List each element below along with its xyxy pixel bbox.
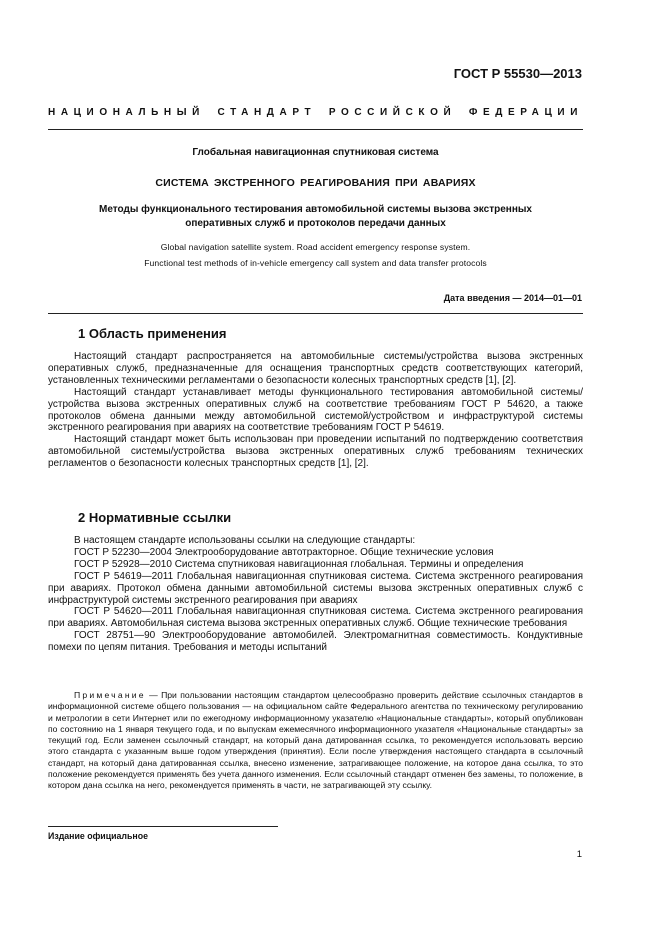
- official-edition-label: Издание официальное: [48, 831, 148, 841]
- note-text: — При пользовании настоящим стандартом целесообразно проверить действие ссылочных стандартов в информационной системе общего пользования — на официальном сайте Федерального агентства по техническому регулированию и метрологии в сети Интернет или по ежегодному информационному указателю «Национальные стандарты», который опубликован по состоянию на 1 января текущего года, и по выпускам ежемесячного информационного указателя «Национальные стандарты» за текущий год. Если заменен ссылочный стандарт, на который дана датированная ссылка, то рекомендуется использовать версию этого стандарта с указанным выше годом утверждения (принятия). Если после утверждения настоящего стандарта в ссылочный стандарт, на который дана датированная ссылка, внесено изменение, затрагивающее положение, на которое дана ссылка, то это положение рекомендуется применять без учета данного изменения. Если ссылочный стандарт отменен без замены, то положение, в котором дана ссылка на него, рекомендуется применять в части, не затрагивающей эту ссылку.: [48, 690, 583, 790]
- note-paragraph: [48, 690, 583, 791]
- section-1-paragraph: Настоящий стандарт устанавливает методы функционального тестирования автомобильной системы/устройства вызова экстренных оперативных служб на соответствие требованиям ГОСТ Р 54620, а также протоколов обмена данными между автомобильной системой/устройством и инфраструктурой системы экстренного реагирования при авариях на соответствие требованиям ГОСТ Р 54619.: [48, 386, 583, 434]
- title-subtitle: [48, 203, 583, 231]
- normative-reference: ГОСТ Р 54619—2011 Глобальная навигационная спутниковая система. Система экстренного реагирования при авариях. Протокол обмена данными автомобильной системы вызова экстренных оперативных служб с инфраструктурой системы экстренного реагирования при авариях: [48, 570, 583, 606]
- title-subtitle-line-2: оперативных служб и протоколов передачи данных: [185, 218, 446, 229]
- normative-reference: ГОСТ Р 54620—2011 Глобальная навигационная спутниковая система. Система экстренного реагирования при авариях. Автомобильная система вызова экстренных оперативных служб. Общие технические требования: [48, 606, 583, 630]
- title-subtitle-line-1: Методы функционального тестирования автомобильной системы вызова экстренных: [99, 204, 532, 215]
- note-label: Примечание: [74, 690, 146, 700]
- normative-reference: ГОСТ 28751—90 Электрооборудование автомобилей. Электромагнитная совместимость. Кондуктивные помехи по цепям питания. Требования и методы испытаний: [48, 630, 583, 654]
- title-english-line-1: Global navigation satellite system. Road accident emergency response system.: [160, 242, 471, 252]
- title-english-line-2: Functional test methods of in-vehicle emergency call system and data transfer protocols: [144, 257, 487, 268]
- page-number: 1: [576, 849, 582, 860]
- national-standard-heading: НАЦИОНАЛЬНЫЙ СТАНДАРТ РОССИЙСКОЙ ФЕДЕРАЦИИ: [48, 107, 583, 118]
- date-divider: [48, 313, 583, 314]
- section-2-body: [48, 535, 583, 654]
- title-general: Глобальная навигационная спутниковая система: [192, 147, 439, 158]
- section-1-heading: 1 Область применения: [78, 326, 227, 341]
- header-divider: [48, 129, 583, 130]
- normative-reference: ГОСТ Р 52230—2004 Электрооборудование автотракторное. Общие технические условия: [74, 546, 494, 558]
- introduction-date: Дата введения — 2014—01—01: [443, 293, 582, 303]
- title-main: СИСТЕМА ЭКСТРЕННОГО РЕАГИРОВАНИЯ ПРИ АВАРИЯХ: [155, 177, 476, 189]
- note-block: [48, 690, 583, 791]
- section-2-intro: В настоящем стандарте использованы ссылки на следующие стандарты:: [74, 535, 416, 546]
- section-1-paragraph: Настоящий стандарт распространяется на автомобильные системы/устройства вызова экстренных оперативных служб, предназначенные для оснащения транспортных средств соответствующих категорий, установленных техническими регламентами о безопасности колесных транспортных средств [1], [2].: [48, 351, 583, 386]
- section-1-body: [48, 351, 583, 470]
- section-1-paragraph: Настоящий стандарт может быть использован при проведении испытаний по подтверждению соответствия автомобильной системы/устройства вызова экстренных оперативных служб требованиям технических регламентов о безопасности колесных транспортных средств [1], [2].: [48, 434, 583, 470]
- normative-reference: ГОСТ Р 52928—2010 Система спутниковая навигационная глобальная. Термины и определения: [74, 558, 524, 570]
- title-english: [48, 240, 583, 271]
- gost-number: ГОСТ Р 55530—2013: [453, 66, 582, 81]
- section-2-heading: 2 Нормативные ссылки: [78, 510, 232, 525]
- footer-divider: [48, 826, 278, 827]
